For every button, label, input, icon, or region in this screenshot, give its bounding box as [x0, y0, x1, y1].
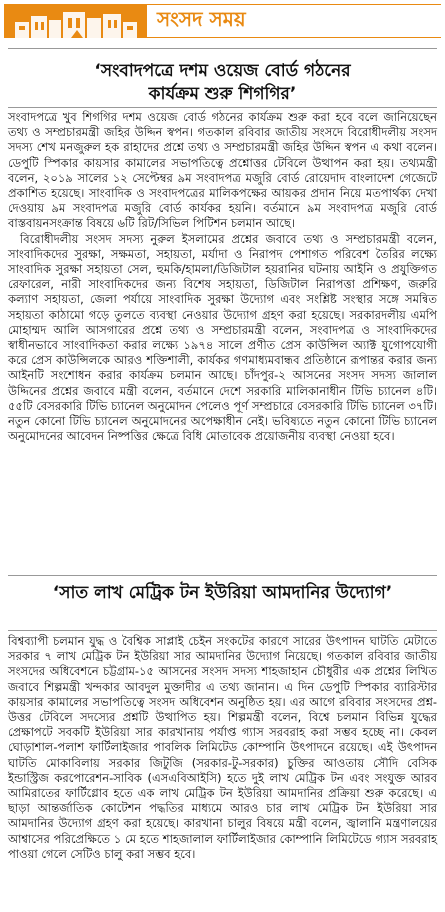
parliament-building-icon — [4, 4, 147, 38]
article-1-headline-line-1: ‘সংবাদপত্রে দশম ওয়েজ বোর্ড গঠনের — [94, 61, 351, 81]
divider — [8, 107, 437, 108]
article-2-body — [8, 634, 437, 862]
section-title: সংসদ সময় — [147, 4, 441, 38]
parliament-silhouette — [11, 8, 141, 38]
article-1-headline — [30, 60, 415, 106]
divider — [8, 630, 437, 631]
divider — [8, 48, 437, 49]
article-1-paragraph-1: সংবাদপত্রে খুব শিগগির দশম ওয়েজ বোর্ড গঠনের কার্যক্রম শুরু করা হবে বলে জানিয়েছেন তথ্য ও সম্প্রচারমন্ত্রী জহির উদ্দিন স্বপন। গতকাল রবিবার জাতীয় সংসদে বিরোধীদলীয় সংসদ সদস্য শেখ মনজুরুল হক রাহাদের প্রশ্নে তথ্য ও সম্প্রচারমন্ত্রী জহির উদ্দিন স্বপন এ কথা বলেন। ডেপুটি স্পিকার কায়সার কামালের সভাপতিত্বে প্রশ্নোত্তর টেবিলে উত্থাপন করা হয়। তথ্যমন্ত্রী বলেন, ২০১৯ সালের ১২ সেপ্টেম্বর ৯ম সংবাদপত্র মজুরি বোর্ড রোয়েদাদ বাংলাদেশ গেজেটে প্রকাশিত হয়েছে। সাংবাদিক ও সংবাদপত্রের মালিকপক্ষের আয়কর প্রদান নিয়ে মতপার্থক্য দেখা দেওয়ায় ৯ম সংবাদপত্র মজুরি বোর্ড কার্যকর হয়নি। বর্তমানে ৯ম সংবাদপত্র মজুরি বোর্ড বাস্তবায়নসংক্রান্ত বিষয়ে ৬টি রিট/সিভিল পিটিশন চলমান আছে। — [8, 110, 437, 231]
divider — [8, 575, 437, 576]
article-1-paragraph-2: বিরোধীদলীয় সংসদ সদস্য নুরুল ইসলামের প্রশ্নের জবাবে তথ্য ও সম্প্রচারমন্ত্রী বলেন, সাংবাদিকদের সুরক্ষা, সক্ষমতা, সহায়তা, মর্যাদা ও নিরাপদ পেশাগত পরিবেশ তৈরির লক্ষ্যে সাংবাদিক সুরক্ষা সহায়তা সেল, হুমকি/হামলা/ডিজিটাল হয়রানির ঘটনায় আইনি ও প্রযুক্তিগত রেফারেল, নারী সাংবাদিকদের জন্য বিশেষ সহায়তা, ডিজিটাল নিরাপত্তা প্রশিক্ষণ, জরুরি কল্যাণ সহায়তা, জেলা পর্যায়ে সাংবাদিক সুরক্ষা উদ্যোগ এবং সংশ্লিষ্ট সংস্থার সঙ্গে সমন্বিত সহায়তা কাঠামো গড়ে তুলতে ব্যবস্থা নেওয়ার উদ্যোগ গ্রহণ করা হয়েছে। সরকারদলীয় এমপি মোহাম্মদ আলি আসগারের প্রশ্নে তথ্য ও সম্প্রচারমন্ত্রী বলেন, সংবাদপত্র ও সাংবাদিকদের স্বাধীনভাবে সাংবাদিকতা করার লক্ষ্যে ১৯৭৪ সালে প্রণীত প্রেস কাউন্সিল অ্যাক্ট যুগোপযোগী করে প্রেস কাউন্সিলকে আরও শক্তিশালী, কার্যকর গণমাধ্যমবান্ধব প্রতিষ্ঠানে রূপান্তর করার জন্য আইনটি সংশোধন করার কার্যক্রম চলমান আছে। চাঁদপুর-২ আসনের সংসদ সদস্য জালাল উদ্দিনের প্রশ্নের জবাবে মন্ত্রী বলেন, বর্তমানে দেশে সরকারি মালিকানাধীন টিভি চ্যানেল ৪টি। ৫৫টি বেসরকারি টিভি চ্যানেল অনুমোদন পেলেও পূর্ণ সম্প্রচারে বেসরকারি টিভি চ্যানেল ৩৭টি। নতুন কোনো টিভি চ্যানেল অনুমোদনের অপেক্ষাধীন নেই। ভবিষ্যতে নতুন কোনো টিভি চ্যানেল অনুমোদনের আবেদন নিষ্পত্তির ক্ষেত্রে বিধি মোতাবেক প্রয়োজনীয় ব্যবস্থা নেওয়া হবে। — [8, 231, 437, 444]
article-2-paragraph-1: বিশ্বব্যাপী চলমান যুদ্ধ ও বৈশ্বিক সাপ্লাই চেইন সংকটের কারণে সারের উৎপাদন ঘাটতি মেটাতে সরকার ৭ লাখ মেট্রিক টন ইউরিয়া সার আমদানির উদ্যোগ নিয়েছে। গতকাল রবিবার জাতীয় সংসদের অধিবেশনে চট্টগ্রাম-১৫ আসনের সংসদ সদস্য শাহজাহান চৌধুরীর এক প্রশ্নের লিখিত জবাবে শিল্পমন্ত্রী খন্দকার আবদুল মুক্তাদীর এ তথ্য জানান। এ দিন ডেপুটি স্পিকার ব্যারিস্টার কায়সার কামালের সভাপতিত্বে সংসদ অধিবেশন অনুষ্ঠিত হয়। এর আগে রবিবার সংসদের প্রশ্ন-উত্তর টেবিলে সদস্যের প্রশ্নটি উত্থাপিত হয়। শিল্পমন্ত্রী বলেন, বিশ্বে চলমান বিভিন্ন যুদ্ধের প্রেক্ষাপটে সবকটি ইউরিয়া সার কারখানায় পর্যাপ্ত গ্যাস সরবরাহ করা সম্ভব হচ্ছে না। কেবল ঘোড়াশাল-পলাশ ফার্টিলাইজার পাবলিক লিমিটেড কোম্পানি উৎপাদনে রয়েছে। এই উৎপাদন ঘাটতি মোকাবিলায় সরকার জিটুজি (সরকার-টু-সরকার) চুক্তির আওতায় সৌদি বেসিক ইন্ডাস্ট্রিজ করপোরেশন-সাবিক (এসএবিআইসি) হতে দুই লাখ মেট্রিক টন এবং সংযুক্ত আরব আমিরাতের ফার্টিগ্লোব হতে এক লাখ মেট্রিক টন ইউরিয়া আমদানির প্রক্রিয়া শুরু করেছে। এ ছাড়া আন্তর্জাতিক কোটেশন পদ্ধতির মাধ্যমে আরও চার লাখ মেট্রিক টন ইউরিয়া সার আমদানির উদ্যোগ গ্রহণ করা হয়েছে। কারখানা চালুর বিষয়ে মন্ত্রী বলেন, জ্বালানি মন্ত্রণালয়ের আশ্বাসের পরিপ্রেক্ষিতে ১ মে হতে শাহজালাল ফার্টিলাইজার কোম্পানি লিমিটেডে গ্যাস সরবরাহ পাওয়া গেলে সেটিও চালু করা সম্ভব হবে। — [8, 634, 437, 861]
article-1-headline-line-2: কার্যক্রম শুরু শিগগির’ — [148, 84, 297, 104]
article-1-body — [8, 110, 437, 444]
article-2-headline: ‘সাত লাখ মেট্রিক টন ইউরিয়া আমদানির উদ্যোগ’ — [52, 583, 393, 603]
section-masthead — [4, 4, 441, 38]
